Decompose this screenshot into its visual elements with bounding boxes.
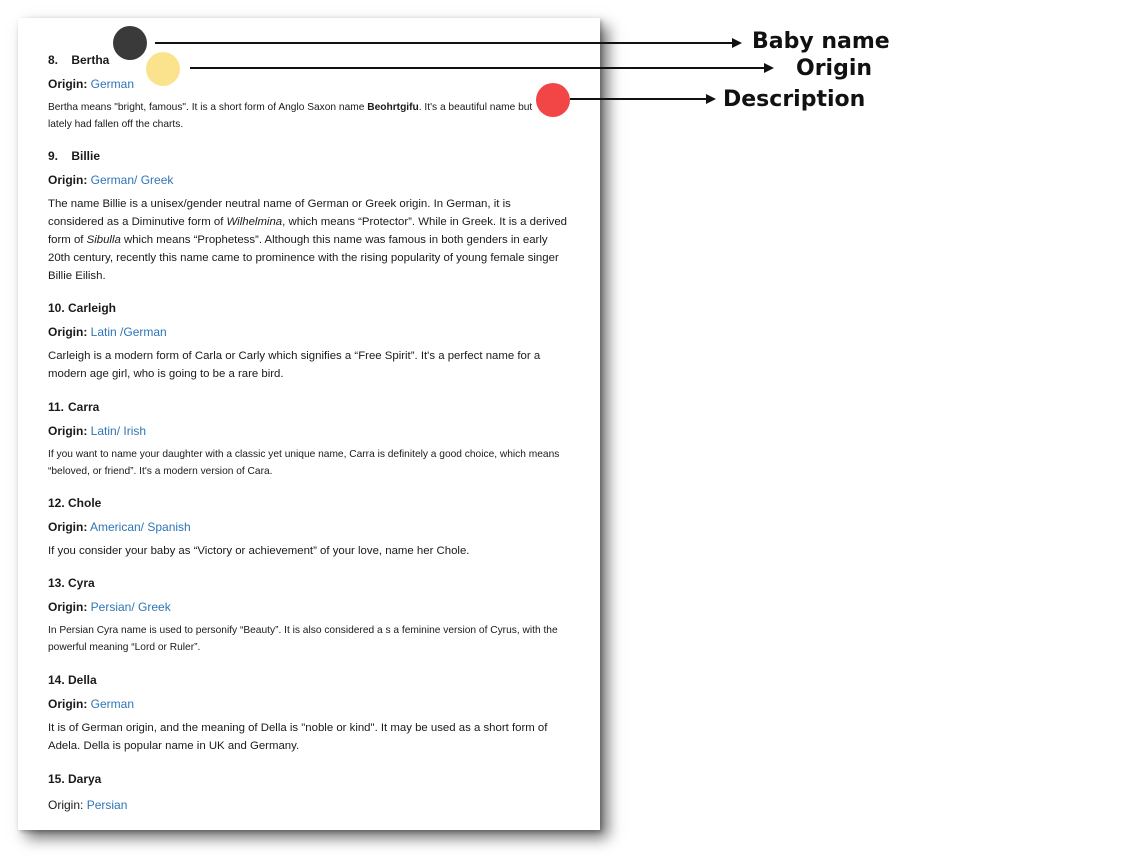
entry-darya <box>48 771 568 813</box>
description-text: which means “Prophetess”. Although this name was famous in both genders in early 20th century, recently this name came to prominence with the rising popularity of young female singer Billie Eilish. <box>48 234 559 282</box>
entry-name: Della <box>68 673 97 687</box>
entry-billie <box>48 148 568 285</box>
origin-label: Origin: <box>48 520 88 534</box>
entry-name: Bertha <box>71 53 110 67</box>
origin-value: German <box>90 697 135 711</box>
entry-number: 11. <box>48 400 65 414</box>
entry-description: Carleigh is a modern form of Carla or Carly which signifies a “Free Spirit”. It's a perfect name for a modern age girl, who is going to be a rare bird. <box>48 350 541 380</box>
baby-name-arrow-line <box>155 42 735 44</box>
entry-description: It is of German origin, and the meaning of Della is "noble or kind". It may be used as a short form of Adela. Della is popular name in UK and Germany. <box>48 722 548 752</box>
origin-value: Persian <box>86 798 128 812</box>
entry-name: Carleigh <box>68 301 117 315</box>
entry-origin <box>48 519 568 535</box>
origin-label: Origin: <box>48 77 88 91</box>
description-text: Bertha means "bright, famous". It is a short form of Anglo Saxon name <box>48 102 368 113</box>
entry-bertha <box>48 52 568 133</box>
origin-label: Origin: <box>48 697 88 711</box>
description-bold: Beohrtgifu <box>367 102 419 113</box>
entry-della <box>48 672 568 755</box>
origin-label: Origin: <box>48 325 88 339</box>
origin-marker <box>146 52 180 86</box>
origin-value: Latin /German <box>90 325 167 339</box>
description-arrow-line <box>570 98 708 100</box>
origin-value: Latin/ Irish <box>90 424 147 438</box>
entry-carleigh <box>48 300 568 383</box>
entry-origin <box>48 599 568 615</box>
origin-label: Origin: <box>48 798 84 812</box>
entry-description: If you consider your baby as “Victory or achievement” of your love, name her Chole. <box>48 545 470 557</box>
description-arrowhead-icon <box>706 94 716 104</box>
entry-cyra <box>48 575 568 656</box>
entry-name: Chole <box>68 496 102 510</box>
description-italic: Wilhelmina <box>226 216 283 228</box>
entry-number: 14. <box>48 673 65 687</box>
entry-chole <box>48 495 568 560</box>
entry-heading <box>48 771 568 787</box>
description-text: The name Billie is a unisex/gender neutral name of German or Greek origin. In German, it is considered as a Diminutive form of <box>48 198 511 228</box>
entry-origin <box>48 172 568 188</box>
entry-name: Carra <box>68 400 100 414</box>
description-callout-label: Description <box>723 87 866 112</box>
origin-arrowhead-icon <box>764 63 774 73</box>
origin-value: Persian/ Greek <box>90 600 171 614</box>
entry-description <box>48 195 568 285</box>
entry-number: 13. <box>48 576 65 590</box>
baby-name-marker <box>113 26 147 60</box>
origin-callout-label: Origin <box>796 56 873 81</box>
description-italic: Sibulla <box>86 234 121 246</box>
description-text: , which means “Protector”. While in Greek. It is a derived form of <box>48 216 568 246</box>
origin-value: German <box>90 77 135 91</box>
baby-name-arrowhead-icon <box>732 38 742 48</box>
description-text: . It's a beautiful name but lately had fallen off the charts. <box>48 102 533 130</box>
origin-value: German/ Greek <box>90 173 174 187</box>
document-page <box>18 18 600 830</box>
origin-label: Origin: <box>48 173 88 187</box>
entry-description: In Persian Cyra name is used to personify “Beauty”. It is also considered a s a feminine version of Cyrus, with the powerful meaning “Lord or Ruler”. <box>48 625 558 653</box>
entry-description <box>48 99 538 133</box>
entry-origin <box>48 797 568 813</box>
origin-label: Origin: <box>48 424 88 438</box>
entry-number: 12. <box>48 496 65 510</box>
entry-heading <box>48 575 568 591</box>
entry-number: 15. <box>48 772 65 786</box>
entry-heading <box>48 399 568 415</box>
entry-number: 9. <box>48 149 59 163</box>
origin-arrow-line <box>190 67 766 69</box>
entry-origin <box>48 696 568 712</box>
entry-carra <box>48 399 568 480</box>
entry-heading <box>48 495 568 511</box>
origin-value: American/ Spanish <box>90 520 191 534</box>
entry-heading <box>48 672 568 688</box>
entry-origin <box>48 76 568 92</box>
entry-heading <box>48 300 568 316</box>
entry-number: 10. <box>48 301 65 315</box>
baby-name-callout-label: Baby name <box>752 29 890 54</box>
entry-description: If you want to name your daughter with a classic yet unique name, Carra is definitely a good choice, which means “beloved, or friend”. It's a modern version of Cara. <box>48 449 560 477</box>
description-marker <box>536 83 570 117</box>
entry-name: Darya <box>68 772 102 786</box>
entry-number: 8. <box>48 53 59 67</box>
entry-origin <box>48 324 568 340</box>
origin-label: Origin: <box>48 600 88 614</box>
entry-name: Cyra <box>68 576 95 590</box>
entry-name: Billie <box>71 149 101 163</box>
entry-heading <box>48 148 568 164</box>
entry-origin <box>48 423 568 439</box>
